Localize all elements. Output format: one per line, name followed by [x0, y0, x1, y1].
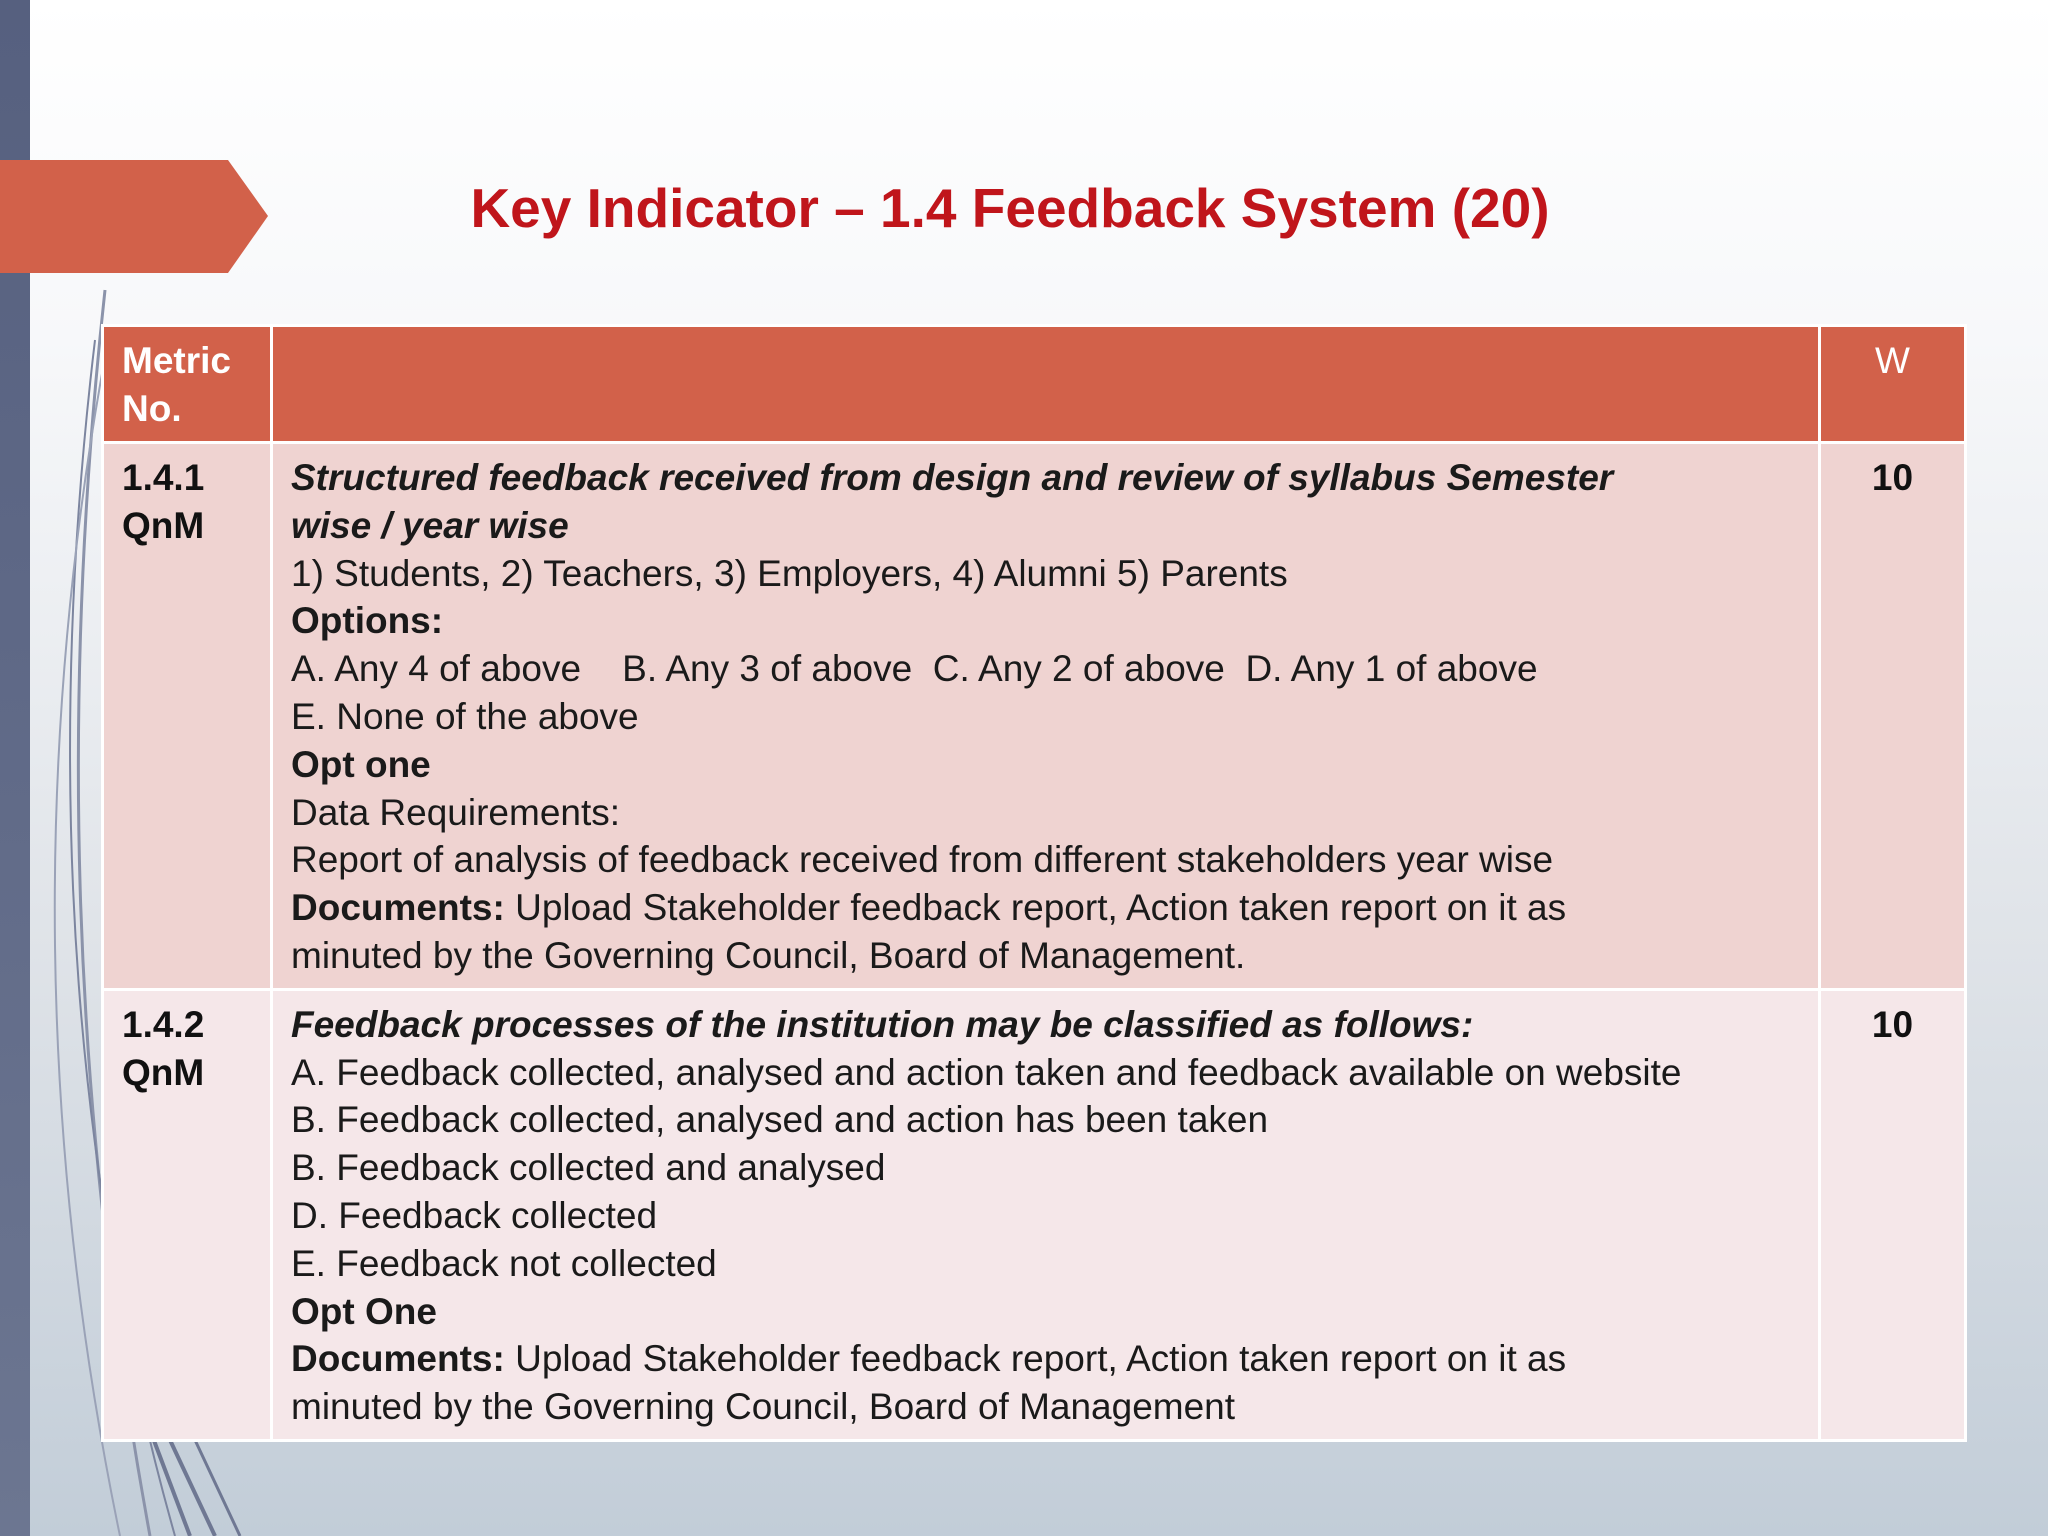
metric-table	[101, 324, 1967, 1442]
option-d: D. Any 1 of above	[1245, 648, 1538, 690]
metric-type: QnM	[122, 1051, 205, 1093]
header-weight: W	[1820, 326, 1966, 443]
options-label: Options:	[291, 600, 444, 642]
data-requirements-text: Report of analysis of feedback received from different stakeholders year wise	[291, 839, 1554, 881]
metric-question-cont: wise / year wise	[291, 504, 569, 546]
metric-question: Feedback processes of the institution may be classified as follows:	[291, 1003, 1474, 1045]
options-line	[291, 645, 1800, 693]
option-item: B. Feedback collected and analysed	[291, 1147, 886, 1189]
table-header-row	[103, 326, 1966, 443]
metric-number: 1.4.1	[122, 457, 205, 498]
documents-label: Documents:	[291, 1338, 505, 1380]
documents-text-cont: minuted by the Governing Council, Board of Management	[291, 1386, 1236, 1428]
option-item: D. Feedback collected	[291, 1194, 658, 1236]
option-item: E. Feedback not collected	[291, 1242, 717, 1284]
option-c: C. Any 2 of above	[932, 648, 1225, 690]
header-description	[272, 326, 1820, 443]
option-a: A. Any 4 of above	[291, 648, 582, 690]
opt-label: Opt one	[291, 743, 431, 785]
slide-title: Key Indicator – 1.4 Feedback System (20)	[470, 177, 1550, 239]
documents-line	[291, 1335, 1800, 1383]
opt-label: Opt One	[291, 1290, 437, 1332]
documents-text-cont: minuted by the Governing Council, Board of Management.	[291, 934, 1246, 976]
weight-cell	[1820, 989, 1966, 1440]
metric-weight: 10	[1871, 457, 1914, 498]
metric-number-cell	[103, 443, 272, 990]
metric-type: QnM	[122, 505, 205, 546]
documents-text: Upload Stakeholder feedback report, Action taken report on it as	[515, 887, 1567, 929]
data-requirements-label: Data Requirements:	[291, 791, 621, 833]
stakeholders-list: 1) Students, 2) Teachers, 3) Employers, 4) Alumni 5) Parents	[291, 552, 1288, 594]
weight-cell	[1820, 443, 1966, 990]
metric-number-cell	[103, 989, 272, 1440]
title-banner-arrow	[0, 160, 268, 273]
option-item: A. Feedback collected, analysed and action taken and feedback available on website	[291, 1051, 1682, 1093]
header-metric-no: Metric No.	[103, 326, 272, 443]
documents-line	[291, 884, 1800, 932]
table-row	[103, 989, 1966, 1440]
option-item: B. Feedback collected, analysed and action has been taken	[291, 1099, 1269, 1141]
metric-question: Structured feedback received from design and review of syllabus Semester	[291, 457, 1614, 498]
metric-number: 1.4.2	[122, 1003, 205, 1045]
metric-description-cell	[272, 989, 1820, 1440]
documents-text: Upload Stakeholder feedback report, Action taken report on it as	[515, 1338, 1567, 1380]
documents-label: Documents:	[291, 887, 505, 929]
option-e: E. None of the above	[291, 695, 639, 737]
table-row	[103, 443, 1966, 990]
metric-weight: 10	[1871, 1003, 1914, 1045]
metric-description-cell	[272, 443, 1820, 990]
option-b: B. Any 3 of above	[622, 648, 913, 690]
